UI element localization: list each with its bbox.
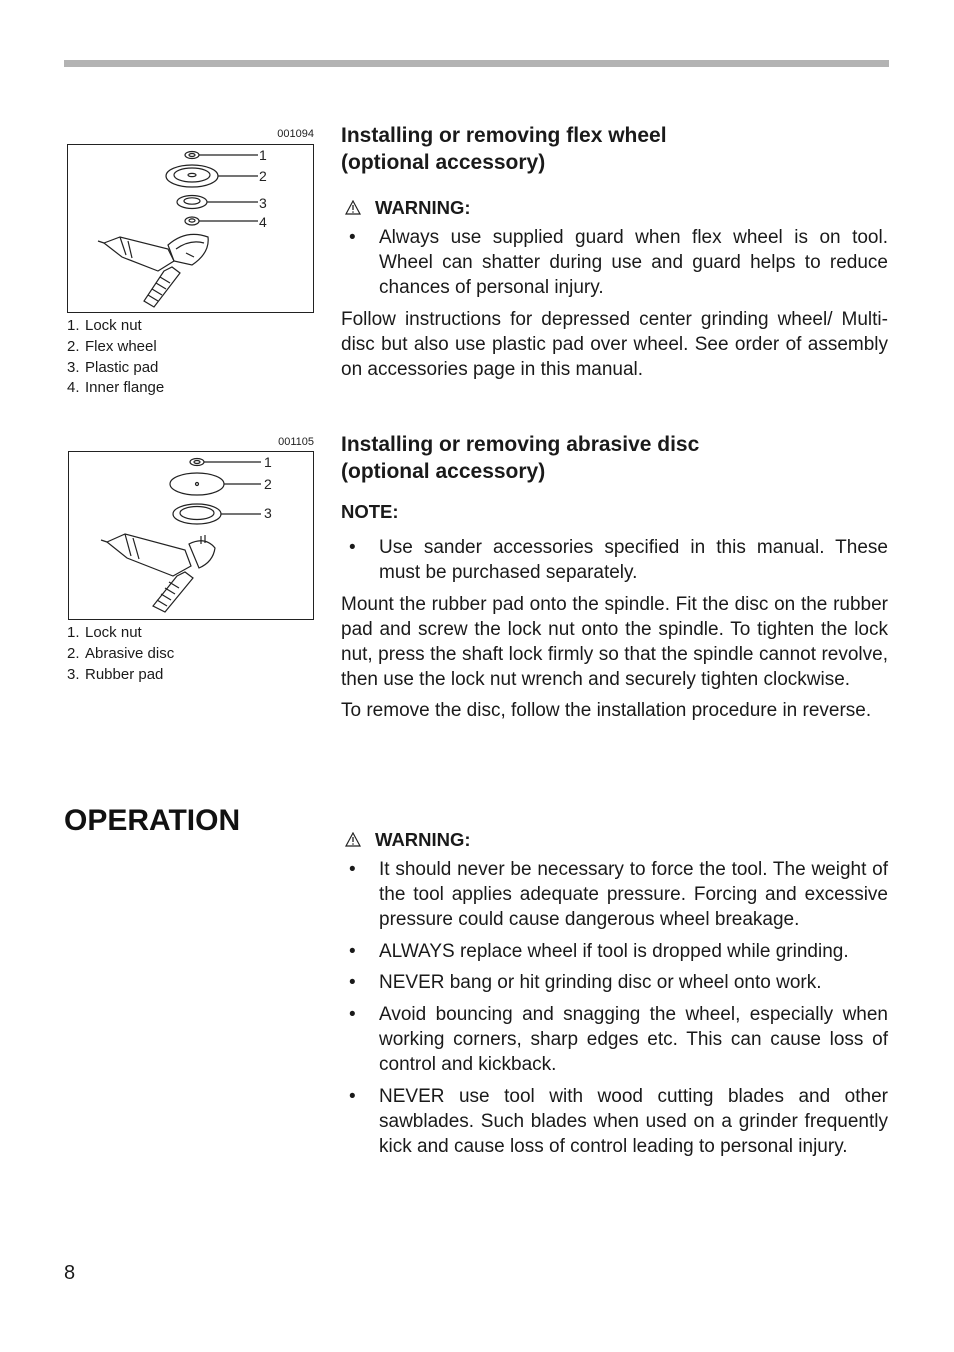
figure1-legend (67, 316, 164, 399)
note-label: NOTE: (341, 501, 399, 522)
list-item: • NEVER bang or hit grinding disc or wheel onto work. (341, 970, 888, 995)
page-number: 8 (64, 1262, 76, 1284)
top-rule (64, 60, 889, 67)
figure2-callout-1: 1 (264, 454, 272, 470)
list-item: • NEVER use tool with wood cutting blades and other sawblades. Such blades when used on a grinder frequently kick and cause loss of control leading to personal injury. (341, 1084, 888, 1159)
warning-list (341, 225, 888, 300)
section-abrasive-disc (341, 431, 888, 723)
figure2-illustration (68, 451, 314, 620)
section-flex-wheel (341, 122, 888, 382)
figure2-callout-2: 2 (264, 476, 272, 492)
paragraph: Follow instructions for depressed center grinding wheel/ Multi-disc but also use plastic pad over wheel. See order of assembly on accessories page in this manual. (341, 309, 888, 380)
list-item: • Use sander accessories specified in this manual. These must be purchased separately. (341, 535, 888, 585)
section-title: Installing or removing abrasive disc (optional accessory) (341, 433, 700, 483)
figure1-callout-4: 4 (259, 214, 267, 230)
note-list (341, 535, 888, 585)
warning-triangle-icon (345, 832, 361, 847)
figure1-illustration (67, 144, 314, 313)
warning-label: WARNING: (341, 195, 888, 220)
list-item: • Avoid bouncing and snagging the wheel, especially when working corners, sharp edges etc. This can cause loss of control and kickback. (341, 1002, 888, 1077)
list-item: • ALWAYS replace wheel if tool is dropped while grinding. (341, 939, 888, 964)
legend-item: 1. Lock nut (67, 624, 142, 641)
figure1-code: 001094 (277, 128, 314, 140)
legend-item: 4. Inner flange (67, 379, 165, 397)
figure2-callout-3: 3 (264, 505, 272, 521)
operation-heading: OPERATION (64, 804, 241, 837)
legend-item: 1. Lock nut (67, 317, 142, 334)
warning-triangle-icon (345, 200, 361, 215)
warning-label: WARNING: (341, 827, 888, 852)
legend-item: 2. Abrasive disc (67, 644, 175, 662)
section-title: Installing or removing flex wheel (optional accessory) (341, 124, 667, 174)
legend-item: 3. Rubber pad (67, 665, 164, 683)
abrasive-disc-assembly-diagram (69, 452, 313, 619)
paragraph: Mount the rubber pad onto the spindle. Fit the disc on the rubber pad and screw the lock nut onto the spindle. To tighten the lock nut, press the shaft lock firmly so that the spindle cannot revolve, then use the lock nut wrench and securely tighten clockwise. (341, 594, 888, 690)
figure1-callout-3: 3 (259, 195, 267, 211)
section-operation-warnings (341, 827, 888, 1159)
figure2-legend (67, 623, 174, 685)
list-item: • Always use supplied guard when flex wheel is on tool. Wheel can shatter during use and guard helps to reduce chances of personal injury. (341, 225, 888, 300)
legend-item: 2. Flex wheel (67, 337, 157, 355)
legend-item: 3. Plastic pad (67, 358, 159, 376)
warning-list (341, 857, 888, 1159)
list-item: • It should never be necessary to force the tool. The weight of the tool applies adequate pressure. Forcing and excessive pressure could cause dangerous wheel breakage. (341, 857, 888, 932)
figure1-callout-2: 2 (259, 168, 267, 184)
figure2-code: 001105 (278, 436, 314, 448)
figure1-callout-1: 1 (259, 147, 267, 163)
flex-wheel-assembly-diagram (68, 145, 313, 312)
paragraph: To remove the disc, follow the installation procedure in reverse. (341, 700, 872, 721)
